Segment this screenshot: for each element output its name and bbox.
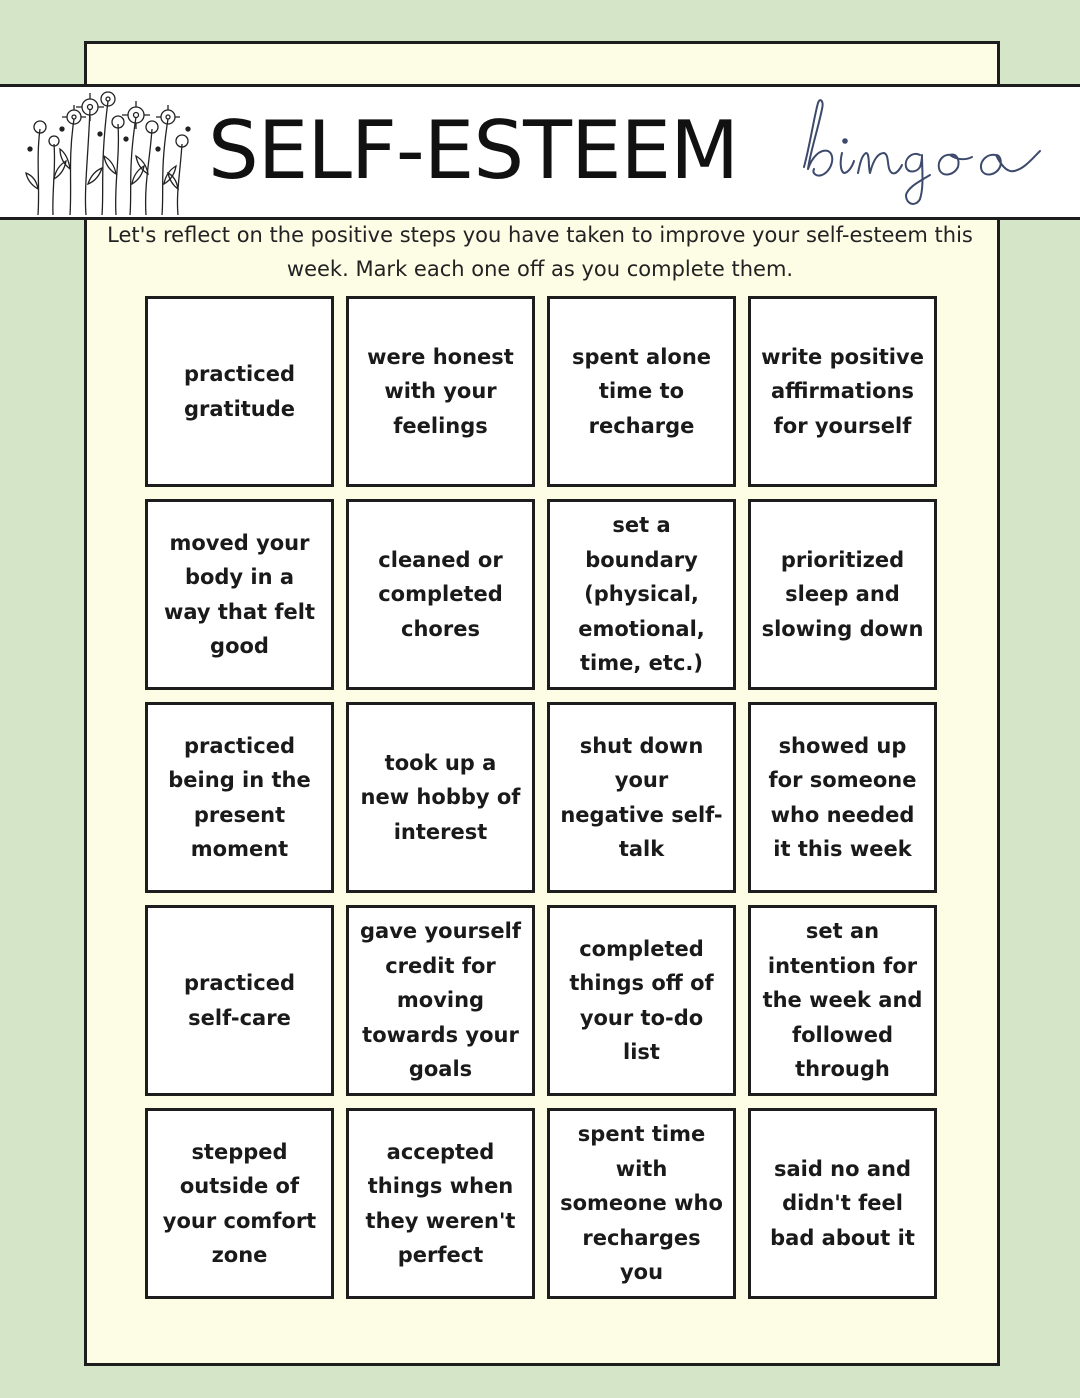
bingo-square-label: write positive affirmations for yourself [761, 344, 924, 438]
bingo-square[interactable] [145, 702, 334, 893]
bingo-square[interactable] [346, 296, 535, 487]
bingo-square-label: gave yourself credit for moving towards your goals [360, 919, 521, 1082]
bingo-square[interactable] [145, 905, 334, 1096]
bingo-square[interactable] [145, 1108, 334, 1299]
bingo-square-label: were honest with your feelings [367, 344, 514, 438]
bingo-square-label: spent time with someone who recharges you [560, 1122, 723, 1285]
bingo-square[interactable] [346, 1108, 535, 1299]
instructions-text: Let's reflect on the positive steps you have taken to improve your self-esteem this week. Mark each one off as you complete them. [107, 223, 973, 281]
bingo-square-label: accepted things when they weren't perfect [365, 1139, 516, 1267]
bingo-square[interactable] [145, 499, 334, 690]
bingo-square[interactable] [748, 905, 937, 1096]
bingo-square[interactable] [547, 1108, 736, 1299]
bingo-square-label: completed things off of your to-do list [569, 936, 714, 1064]
bingo-square-label: practiced being in the present moment [168, 733, 311, 861]
bingo-square-label: prioritized sleep and slowing down [761, 547, 924, 641]
bingo-square[interactable] [748, 1108, 937, 1299]
bingo-square-label: practiced self-care [184, 971, 295, 1030]
bingo-square-label: moved your body in a way that felt good [163, 530, 316, 658]
bingo-square-label: spent alone time to recharge [571, 344, 712, 438]
bingo-square-label: set an intention for the week and followed through [762, 919, 923, 1082]
bingo-square-label: cleaned or completed chores [378, 547, 503, 641]
bingo-square[interactable] [547, 296, 736, 487]
bingo-square-label: practiced gratitude [183, 362, 296, 421]
title-banner [0, 84, 1080, 220]
bingo-square[interactable] [346, 702, 535, 893]
bingo-square-label: set a boundary (physical, emotional, time, etc.) [578, 513, 705, 676]
bingo-square[interactable] [748, 499, 937, 690]
bingo-square[interactable] [547, 905, 736, 1096]
bingo-square-label: said no and didn't feel bad about it [770, 1156, 915, 1250]
bingo-square[interactable] [748, 296, 937, 487]
page-title: SELF-ESTEEM [208, 104, 739, 197]
bingo-square[interactable] [748, 702, 937, 893]
bingo-square-label: showed up for someone who needed it this week [768, 733, 917, 861]
bingo-square[interactable] [346, 499, 535, 690]
bingo-square[interactable] [145, 296, 334, 487]
bingo-square[interactable] [547, 702, 736, 893]
bingo-square-label: took up a new hobby of interest [360, 750, 521, 844]
wildflowers-icon [18, 89, 198, 215]
bingo-square-label: shut down your negative self-talk [560, 733, 723, 861]
bingo-script-title [796, 95, 1046, 210]
bingo-grid [145, 296, 937, 1300]
bingo-square[interactable] [547, 499, 736, 690]
bingo-square[interactable] [346, 905, 535, 1096]
bingo-square-label: stepped outside of your comfort zone [162, 1139, 317, 1267]
